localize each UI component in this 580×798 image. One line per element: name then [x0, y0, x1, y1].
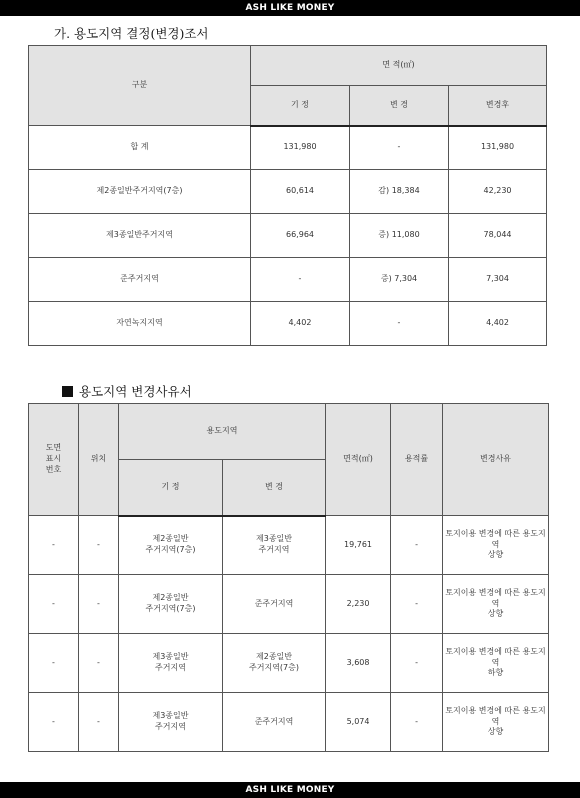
- cell-change: 제2종일반 주거지역(7층): [223, 634, 326, 693]
- cell-after: 4,402: [449, 302, 547, 346]
- table-row: [29, 634, 549, 693]
- table-row: [29, 170, 547, 214]
- cell-after: 7,304: [449, 258, 547, 302]
- cell-area: 19,761: [326, 516, 391, 575]
- table-row: [29, 258, 547, 302]
- cell-location: -: [79, 634, 119, 693]
- header-existing: 기 정: [119, 460, 223, 516]
- header-area: 면적(㎡): [326, 404, 391, 516]
- cell-change: 증) 7,304: [350, 258, 449, 302]
- cell-area: 2,230: [326, 575, 391, 634]
- header-existing: 기 정: [251, 86, 350, 126]
- cell-area: 5,074: [326, 693, 391, 752]
- header-map-no: 도면 표시 번호: [29, 404, 79, 516]
- table-row: [29, 516, 549, 575]
- cell-existing: 제3종일반 주거지역: [119, 634, 223, 693]
- cell-existing: 4,402: [251, 302, 350, 346]
- cell-far: -: [391, 634, 443, 693]
- header-change: 변 경: [223, 460, 326, 516]
- header-far: 용적률: [391, 404, 443, 516]
- footer-bar: ASH LIKE MONEY: [0, 782, 580, 798]
- section2-title-text: 용도지역 변경사유서: [79, 384, 192, 399]
- cell-far: -: [391, 575, 443, 634]
- header-area: 면 적(㎡): [251, 46, 547, 86]
- cell-existing: 제2종일반 주거지역(7층): [119, 575, 223, 634]
- section1-title: 가. 용도지역 결정(변경)조서: [54, 26, 209, 41]
- cell-existing: 제2종일반 주거지역(7층): [119, 516, 223, 575]
- cell-change: -: [350, 302, 449, 346]
- cell-map-no: -: [29, 516, 79, 575]
- cell-change: 준주거지역: [223, 575, 326, 634]
- cell-name: 제3종일반주거지역: [29, 214, 251, 258]
- header-zone: 용도지역: [119, 404, 326, 460]
- cell-reason: 토지이용 변경에 따른 용도지역 상향: [443, 575, 549, 634]
- cell-change: 증) 11,080: [350, 214, 449, 258]
- cell-name: 자연녹지지역: [29, 302, 251, 346]
- table-row: [29, 693, 549, 752]
- cell-area: 3,608: [326, 634, 391, 693]
- cell-existing: 131,980: [251, 126, 350, 170]
- cell-far: -: [391, 516, 443, 575]
- cell-after: 42,230: [449, 170, 547, 214]
- cell-far: -: [391, 693, 443, 752]
- cell-location: -: [79, 575, 119, 634]
- cell-after: 78,044: [449, 214, 547, 258]
- table-row: [29, 575, 549, 634]
- cell-existing: 60,614: [251, 170, 350, 214]
- cell-reason: 토지이용 변경에 따른 용도지역 하향: [443, 634, 549, 693]
- cell-existing: -: [251, 258, 350, 302]
- zoning-decision-table: [28, 45, 547, 346]
- cell-change: 감) 18,384: [350, 170, 449, 214]
- cell-map-no: -: [29, 634, 79, 693]
- cell-after: 131,980: [449, 126, 547, 170]
- header-reason: 변경사유: [443, 404, 549, 516]
- header-after: 변경후: [449, 86, 547, 126]
- section2-title: [62, 382, 192, 400]
- cell-reason: 토지이용 변경에 따른 용도지역 상향: [443, 693, 549, 752]
- cell-name: 합 계: [29, 126, 251, 170]
- square-bullet-icon: [62, 386, 73, 397]
- cell-existing: 66,964: [251, 214, 350, 258]
- cell-location: -: [79, 516, 119, 575]
- header-change: 변 경: [350, 86, 449, 126]
- cell-reason: 토지이용 변경에 따른 용도지역 상향: [443, 516, 549, 575]
- cell-change: 준주거지역: [223, 693, 326, 752]
- table-row: [29, 214, 547, 258]
- cell-map-no: -: [29, 575, 79, 634]
- cell-map-no: -: [29, 693, 79, 752]
- cell-change: 제3종일반 주거지역: [223, 516, 326, 575]
- header-gubun: 구분: [29, 46, 251, 126]
- cell-name: 제2종일반주거지역(7층): [29, 170, 251, 214]
- header-bar: ASH LIKE MONEY: [0, 0, 580, 16]
- table-row: [29, 126, 547, 170]
- header-location: 위치: [79, 404, 119, 516]
- cell-name: 준주거지역: [29, 258, 251, 302]
- cell-location: -: [79, 693, 119, 752]
- zoning-change-reason-table: [28, 403, 549, 752]
- table-row: [29, 302, 547, 346]
- cell-existing: 제3종일반 주거지역: [119, 693, 223, 752]
- cell-change: -: [350, 126, 449, 170]
